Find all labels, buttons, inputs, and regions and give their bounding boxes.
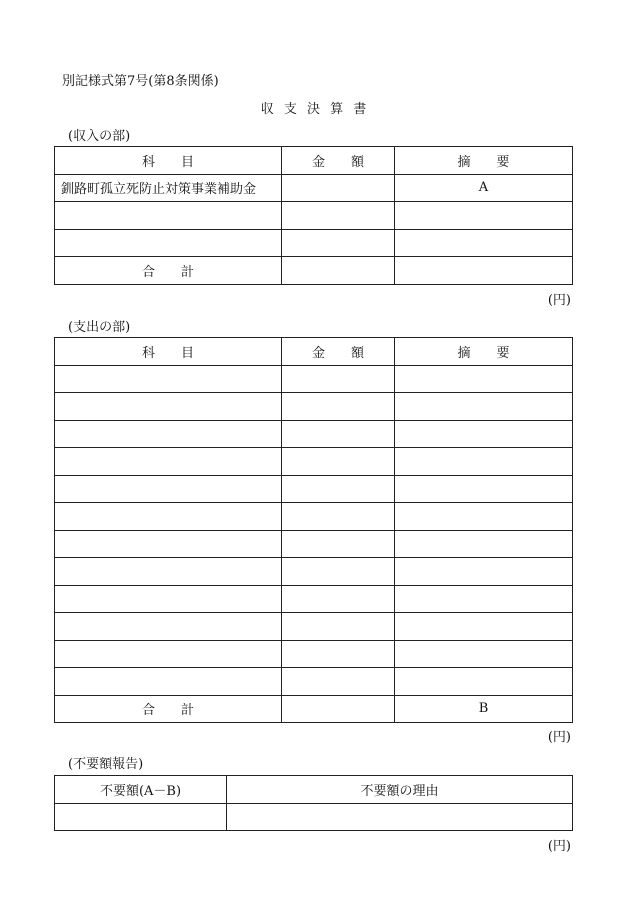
table-cell bbox=[55, 640, 282, 668]
table-cell bbox=[55, 668, 282, 696]
table-row bbox=[55, 668, 573, 696]
table-cell bbox=[395, 585, 573, 613]
table-cell bbox=[55, 420, 282, 448]
table-cell bbox=[282, 613, 395, 641]
column-header: 科 目 bbox=[55, 338, 282, 366]
table-row bbox=[55, 393, 573, 421]
table-cell bbox=[395, 668, 573, 696]
table-cell bbox=[395, 448, 573, 476]
table-cell bbox=[282, 585, 395, 613]
table-row bbox=[55, 503, 573, 531]
table-cell bbox=[282, 558, 395, 586]
column-header: 摘 要 bbox=[395, 147, 573, 175]
unused-table bbox=[54, 775, 573, 831]
column-header: 摘 要 bbox=[395, 338, 573, 366]
total-cell: 合 計 bbox=[55, 257, 282, 285]
table-row bbox=[55, 420, 573, 448]
column-header: 金 額 bbox=[282, 338, 395, 366]
table-row bbox=[55, 475, 573, 503]
table-cell bbox=[395, 365, 573, 393]
income-table bbox=[54, 146, 573, 285]
document-title: 収 支 決 算 書 bbox=[260, 102, 370, 117]
table-cell bbox=[55, 365, 282, 393]
column-header: 不要額(A－B) bbox=[55, 776, 227, 804]
table-cell bbox=[282, 365, 395, 393]
table-cell bbox=[227, 803, 573, 831]
expense-section-label: (支出の部) bbox=[68, 320, 131, 335]
total-cell bbox=[282, 695, 395, 723]
table-cell bbox=[282, 503, 395, 531]
table-cell: A bbox=[395, 174, 573, 202]
table-cell bbox=[55, 393, 282, 421]
table-cell bbox=[55, 229, 282, 257]
table-cell bbox=[282, 393, 395, 421]
table-row bbox=[55, 803, 573, 831]
table-cell bbox=[282, 475, 395, 503]
table-row bbox=[55, 202, 573, 230]
total-row bbox=[55, 257, 573, 285]
table-cell bbox=[395, 393, 573, 421]
table-cell bbox=[282, 420, 395, 448]
column-header: 科 目 bbox=[55, 147, 282, 175]
table-row bbox=[55, 365, 573, 393]
total-cell bbox=[282, 257, 395, 285]
table-row bbox=[55, 530, 573, 558]
unused-unit-label: (円) bbox=[547, 839, 571, 854]
table-cell bbox=[282, 448, 395, 476]
income-section-label: (収入の部) bbox=[68, 129, 131, 144]
table-cell bbox=[395, 558, 573, 586]
unused-section-label: (不要額報告) bbox=[68, 757, 144, 772]
table-row bbox=[55, 174, 573, 202]
total-cell: 合 計 bbox=[55, 695, 282, 723]
table-cell bbox=[282, 530, 395, 558]
table-cell bbox=[55, 503, 282, 531]
table-cell: 釧路町孤立死防止対策事業補助金 bbox=[55, 174, 282, 202]
table-cell bbox=[395, 229, 573, 257]
form-number: 別記様式第7号(第8条関係) bbox=[62, 74, 219, 89]
table-cell bbox=[282, 668, 395, 696]
table-header-row bbox=[55, 338, 573, 366]
table-cell bbox=[395, 503, 573, 531]
table-cell bbox=[282, 229, 395, 257]
table-cell bbox=[55, 475, 282, 503]
column-header: 不要額の理由 bbox=[227, 776, 573, 804]
total-row bbox=[55, 695, 573, 723]
table-cell bbox=[395, 475, 573, 503]
table-cell bbox=[55, 803, 227, 831]
table-cell bbox=[55, 558, 282, 586]
table-row bbox=[55, 585, 573, 613]
table-row bbox=[55, 448, 573, 476]
expense-unit-label: (円) bbox=[547, 730, 571, 745]
table-header-row bbox=[55, 776, 573, 804]
table-cell bbox=[55, 613, 282, 641]
table-cell bbox=[55, 585, 282, 613]
table-cell bbox=[282, 202, 395, 230]
table-cell bbox=[395, 640, 573, 668]
column-header: 金 額 bbox=[282, 147, 395, 175]
table-cell bbox=[55, 202, 282, 230]
table-header-row bbox=[55, 147, 573, 175]
table-cell bbox=[395, 613, 573, 641]
table-cell bbox=[395, 420, 573, 448]
income-unit-label: (円) bbox=[547, 293, 571, 308]
table-cell bbox=[282, 640, 395, 668]
table-cell bbox=[55, 448, 282, 476]
table-cell bbox=[55, 530, 282, 558]
total-cell bbox=[395, 257, 573, 285]
table-row bbox=[55, 229, 573, 257]
expense-table bbox=[54, 337, 573, 723]
table-row bbox=[55, 558, 573, 586]
table-row bbox=[55, 640, 573, 668]
table-cell bbox=[282, 174, 395, 202]
total-cell: B bbox=[395, 695, 573, 723]
table-cell bbox=[395, 530, 573, 558]
table-cell bbox=[395, 202, 573, 230]
table-row bbox=[55, 613, 573, 641]
